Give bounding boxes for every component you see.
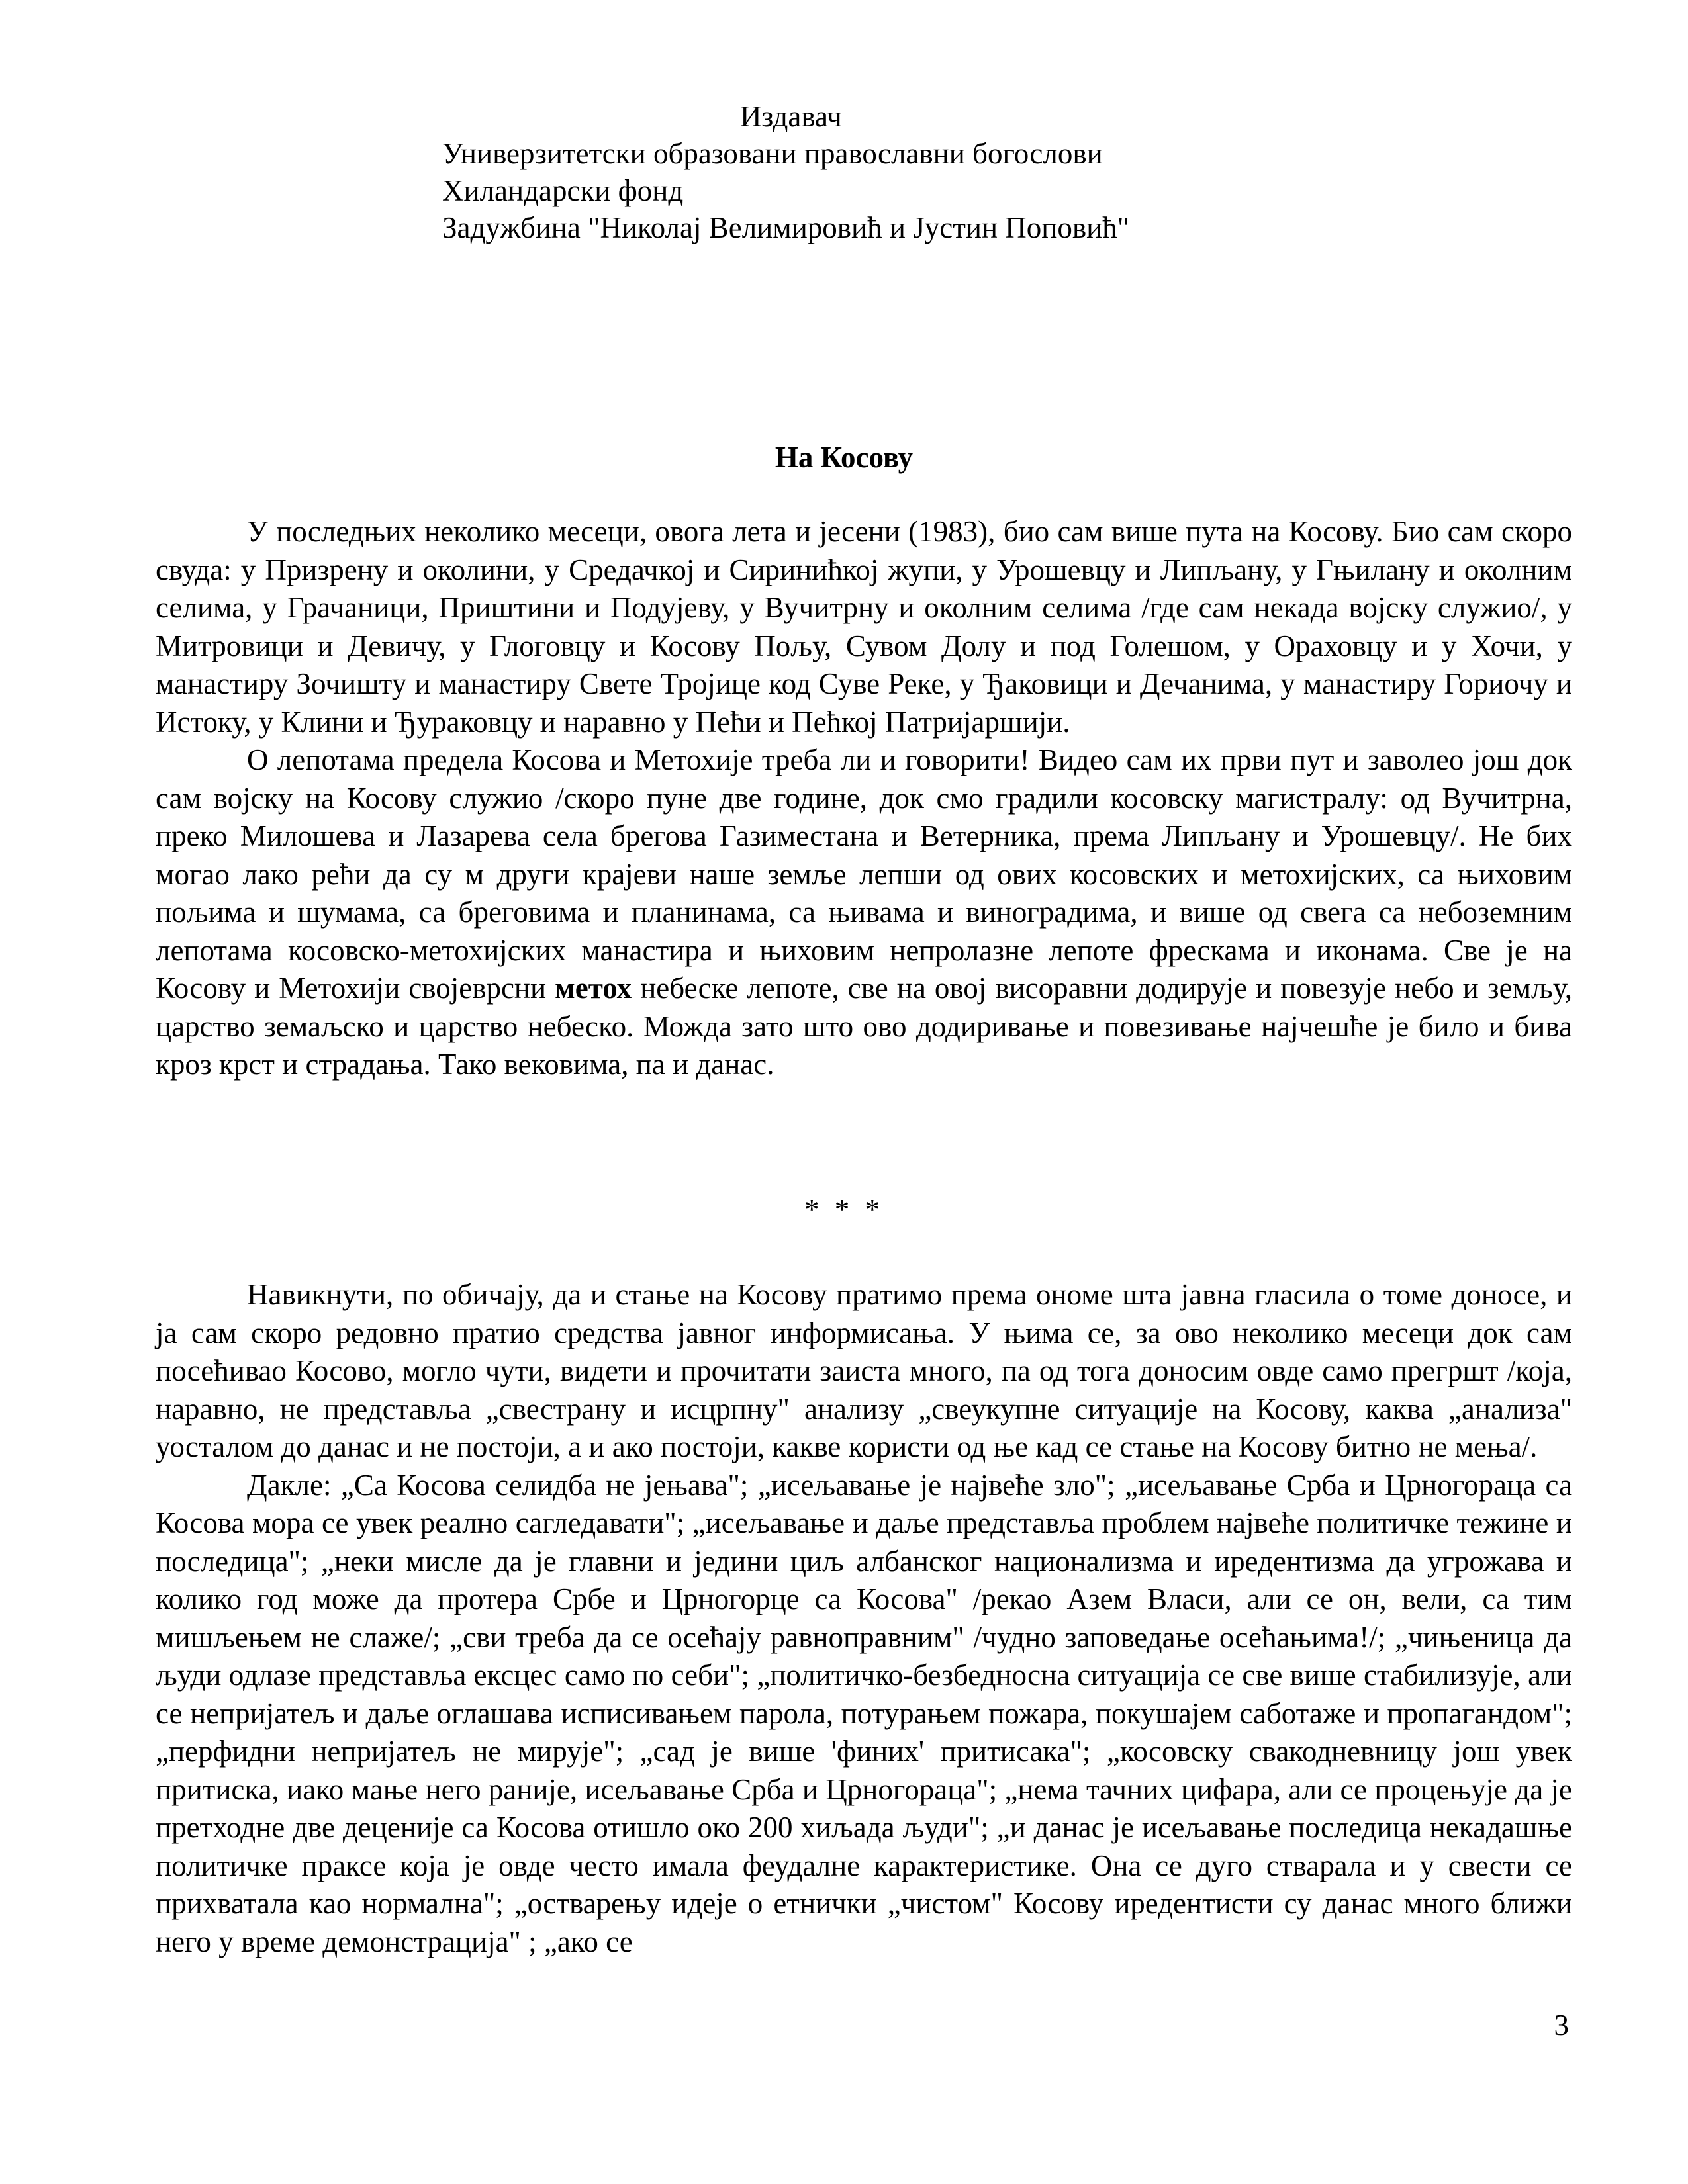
section-two [156, 1276, 1572, 1961]
page-number: 3 [1554, 2009, 1569, 2042]
publisher-line-hilandar-fund: Хиландарски фонд [442, 174, 684, 207]
publisher-label: Издавач [740, 100, 842, 133]
section2-paragraph-2: Дакле: „Са Косова селидба не јењава"; „исељавање је највеће зло"; „исељавање Срба и Црногораца са Косова мора се увек реално сагледавати"; „исељавање и даље представља проблем највеће политичке тежине и последица"; „неки мисле да је главни и једини циљ албанског национализма и иредентизма да угрожава и колико год може да протера Србе и Црногорце са Косова" /рекао Азем Власи, али се он, вели, са тим мишљењем не слаже/; „сви треба да се осећају равноправним" /чудно заповедање осећањима!/; „чињеница да људи одлазе представља ексцес само по себи"; „политичко-безбедносна ситуација се све више стабилизује, али се непријатељ и даље оглашава исписивањем парола, потурањем пожара, покушајем саботаже и пропагандом"; „перфидни непријатељ не мирује"; „сад је више 'финих' притисака"; „косовску свакодневницу још увек притиска, иако мање него раније, исељавање Срба и Црногораца"; „нема тачних цифара, али се процењује да је претходне две деценије са Косова отишло око 200 хиљада људи"; „и данас је исељавање последица некадашње политичке праксе која је овде често имала феудалне карактеристике. Она се дуго стварала и у свести се прихватала као нормална"; „остварењу идеје о етнички „чистом" Косову иредентисти су данас много ближи него у време демонстрација" ; „ако се [156, 1468, 1572, 1958]
section2-paragraph-1: Навикнути, по обичају, да и стање на Косову пратимо према ономе шта јавна гласила о томе доносе, и ја сам скоро редовно пратио средства јавног информисања. У њима се, за ово неколико месеци док сам посећивао Косово, могло чути, видети и прочитати заиста много, па од тога доносим овде само прегршт /која, наравно, не представља „свестрану и исцрпну" анализу „свеукупне ситуације на Косову, каква „анализа" уосталом до данас и не постоји, а и ако постоји, какве користи од ње кад се стање на Косову битно не мења/. [156, 1278, 1572, 1463]
publisher-line-university: Универзитетски образовани православни богослови [442, 137, 1103, 170]
section-separator: * * * [804, 1193, 884, 1226]
section1-paragraph-2 [156, 741, 1572, 1084]
section-one [156, 513, 1572, 1084]
page-title: На Косову [774, 441, 914, 474]
publisher-line-endowment: Задужбина "Николај Велимировић и Јустин Поповић" [442, 211, 1130, 244]
section1-paragraph-2-start: О лепотама предела Косова и Метохије треба ли и говорити! Видео сам их први пут и заволео још док сам војску на Косову служио /скоро пуне две године, док смо градили косовску магистралу: од Вучитрна, преко Милошева и Лазарева села брегова Газиместана и Ветерника, према Липљану и Урошевцу/. Не бих могао лако рећи да су м други крајеви наше земље лепши од ових косовских и метохијских, са њиховим пољима и шумама, са бреговима и планинама, са њивама и виноградима, и више од свега са небоземним лепотама косовско-метохијских манастира и њиховим непролазне лепоте фрескама и иконама. Све је на Косову и Метохији својеврсни [156, 743, 1572, 1005]
publisher-block [442, 98, 1369, 246]
section1-paragraph-2-end: небеске лепоте, све на овој висоравни додирује и повезује небо и земљу, царство земаљско и царство небеско. Можда зато што ово додиривање и повезивање најчешће је било и бива кроз крст и страдања. Тако вековима, па и данас. [156, 972, 1572, 1081]
section1-paragraph-1: У последњих неколико месеци, овога лета и јесени (1983), био сам више пута на Косову. Био сам скоро свуда: у Призрену и околини, у Средачкој и Сиринићкој жупи, у Урошевцу и Липљану, у Гњилану и околним селима, у Грачаници, Приштини и Подујеву, у Вучитрну и околним селима /где сам некада војску служио/, у Митровици и Девичу, у Глоговцу и Косову Пољу, Сувом Долу и под Голешом, у Ораховцу и у Хочи, у манастиру Зочишту и манастиру Свете Тројице код Суве Реке, у Ђаковици и Дечанима, у манастиру Гориочу и Истоку, у Клини и Ђураковцу и наравно у Пећи и Пећкој Патријаршији. [156, 515, 1572, 739]
bold-word-metoh: метох [555, 972, 632, 1005]
